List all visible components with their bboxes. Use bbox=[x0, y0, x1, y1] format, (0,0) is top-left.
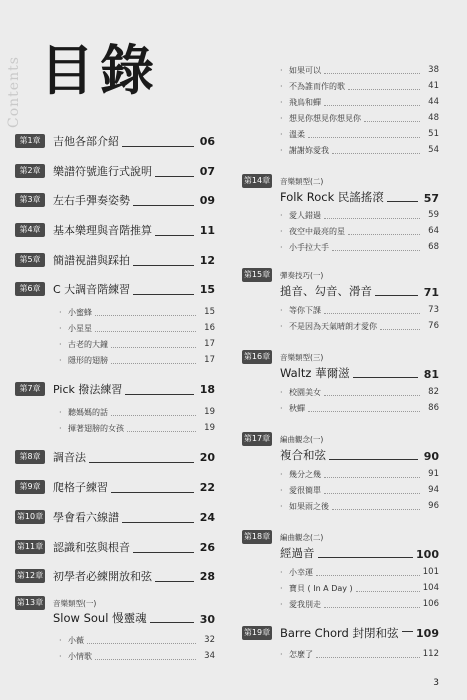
song-page: 41 bbox=[428, 81, 439, 91]
song-page: 38 bbox=[428, 65, 439, 75]
toc-chapter-6[interactable] bbox=[15, 280, 215, 298]
toc-chapter-1[interactable] bbox=[15, 132, 215, 150]
toc-song-item[interactable] bbox=[59, 406, 215, 418]
bullet-dot-icon: · bbox=[280, 305, 283, 315]
dotted-leader bbox=[87, 643, 196, 644]
leader-line bbox=[150, 622, 194, 623]
dotted-leader bbox=[380, 329, 420, 330]
chapter-page: 90 bbox=[423, 450, 439, 463]
chapter-page: 28 bbox=[199, 569, 215, 583]
toc-song-item[interactable] bbox=[280, 209, 439, 221]
bullet-dot-icon: · bbox=[280, 129, 283, 139]
toc-chapter-19[interactable] bbox=[242, 624, 439, 642]
chapter-page: 15 bbox=[199, 282, 215, 296]
song-page: 16 bbox=[204, 323, 215, 333]
chapter-title: Waltz 華爾滋 bbox=[280, 366, 350, 380]
song-title: 揮著翅膀的女孩 bbox=[68, 423, 124, 433]
song-page: 48 bbox=[428, 113, 439, 123]
chapter-title: 爬格子練習 bbox=[53, 481, 108, 494]
toc-chapter-8[interactable] bbox=[15, 448, 215, 466]
song-title: 聽媽媽的話 bbox=[68, 407, 108, 417]
bullet-dot-icon: · bbox=[59, 307, 62, 317]
song-page: 94 bbox=[428, 485, 439, 495]
song-title: 愛人錯過 bbox=[289, 210, 321, 220]
chapter-title: 簡譜視譜與踩拍 bbox=[53, 254, 130, 267]
song-title: 怎麼了 bbox=[289, 649, 313, 659]
chapter-badge: 第7章 bbox=[15, 382, 45, 396]
toc-chapter-2[interactable] bbox=[15, 162, 215, 180]
song-title: 溫柔 bbox=[289, 129, 305, 139]
bullet-dot-icon: · bbox=[280, 97, 283, 107]
leader-line bbox=[387, 201, 418, 202]
toc-chapter-10[interactable] bbox=[15, 508, 215, 526]
song-title: 愛很簡單 bbox=[289, 485, 321, 495]
dotted-leader bbox=[316, 657, 420, 658]
leader-line bbox=[133, 265, 194, 266]
chapter-page: 109 bbox=[416, 626, 439, 640]
song-title: 如果可以 bbox=[289, 65, 321, 75]
chapter-title: Barre Chord 封閉和弦 bbox=[280, 626, 399, 640]
chapter-title: Folk Rock 民謠搖滾 bbox=[280, 190, 384, 204]
chapter-title: 認識和弦與根音 bbox=[53, 541, 130, 554]
chapter-page: 11 bbox=[199, 223, 215, 237]
chapter-badge: 第10章 bbox=[15, 510, 45, 524]
leader-line bbox=[122, 146, 194, 147]
song-page: 32 bbox=[204, 635, 215, 645]
toc-song-item[interactable] bbox=[59, 634, 215, 646]
song-page: 82 bbox=[428, 387, 439, 397]
chapter-badge: 第15章 bbox=[242, 268, 272, 282]
dotted-leader bbox=[324, 477, 420, 478]
bullet-dot-icon: · bbox=[59, 339, 62, 349]
dotted-leader bbox=[95, 315, 196, 316]
song-title: 想見你想見你想見你 bbox=[289, 113, 361, 123]
chapter-category: 編曲觀念(一) bbox=[280, 434, 324, 444]
song-page: 104 bbox=[422, 583, 439, 593]
bullet-dot-icon: · bbox=[280, 321, 283, 331]
bullet-dot-icon: · bbox=[280, 501, 283, 511]
chapter-title: 經過音 bbox=[280, 546, 315, 560]
chapter-badge: 第12章 bbox=[15, 569, 45, 583]
leader-line bbox=[155, 176, 194, 177]
bullet-dot-icon: · bbox=[280, 113, 283, 123]
bullet-dot-icon: · bbox=[59, 355, 62, 365]
toc-chapter-17[interactable] bbox=[242, 432, 439, 463]
dotted-leader bbox=[324, 105, 420, 106]
song-title: 隱形的翅膀 bbox=[68, 355, 108, 365]
song-title: 如果雨之後 bbox=[289, 501, 329, 511]
bullet-dot-icon: · bbox=[59, 323, 62, 333]
dotted-leader bbox=[332, 250, 420, 251]
song-title: 不為誰而作的歌 bbox=[289, 81, 345, 91]
chapter-title: 初學者必練開放和弦 bbox=[53, 570, 152, 583]
bullet-dot-icon: · bbox=[280, 242, 283, 252]
song-title: 等你下課 bbox=[289, 305, 321, 315]
toc-song-item[interactable] bbox=[280, 225, 439, 237]
chapter-category: 彈奏技巧(一) bbox=[280, 270, 324, 280]
chapter-badge: 第9章 bbox=[15, 480, 45, 494]
dotted-leader bbox=[356, 591, 420, 592]
song-title: 小蜜蜂 bbox=[68, 307, 92, 317]
dotted-leader bbox=[332, 153, 420, 154]
bullet-dot-icon: · bbox=[59, 423, 62, 433]
song-page: 91 bbox=[428, 469, 439, 479]
dotted-leader bbox=[316, 575, 420, 576]
song-title: 小薇 bbox=[68, 635, 84, 645]
song-title: 幾分之幾 bbox=[289, 469, 321, 479]
toc-song-item[interactable] bbox=[280, 566, 439, 578]
bullet-dot-icon: · bbox=[280, 485, 283, 495]
chapter-page: 30 bbox=[199, 613, 215, 626]
dotted-leader bbox=[332, 509, 420, 510]
chapter-badge: 第18章 bbox=[242, 530, 272, 544]
chapter-page: 71 bbox=[423, 286, 439, 299]
bullet-dot-icon: · bbox=[280, 649, 283, 659]
chapter-category: 音樂類型(二) bbox=[280, 176, 324, 186]
chapter-title: 吉他各部介紹 bbox=[53, 135, 119, 148]
dotted-leader bbox=[308, 411, 420, 412]
dotted-leader bbox=[324, 313, 420, 314]
dotted-leader bbox=[324, 493, 420, 494]
leader-line bbox=[133, 205, 194, 206]
toc-song-item[interactable] bbox=[280, 320, 439, 332]
toc-song-item[interactable] bbox=[280, 144, 439, 156]
toc-chapter-13[interactable] bbox=[15, 596, 215, 626]
chapter-title: 搥音、勾音、滑音 bbox=[280, 284, 372, 298]
dotted-leader bbox=[111, 415, 196, 416]
chapter-category: 編曲觀念(二) bbox=[280, 532, 324, 542]
chapter-page: 26 bbox=[199, 540, 215, 554]
song-title: 小手拉大手 bbox=[289, 242, 329, 252]
dotted-leader bbox=[324, 395, 420, 396]
song-title: 校園美女 bbox=[289, 387, 321, 397]
toc-song-item[interactable] bbox=[59, 422, 215, 434]
bullet-dot-icon: · bbox=[280, 469, 283, 479]
toc-song-item[interactable] bbox=[59, 338, 215, 350]
bullet-dot-icon: · bbox=[59, 407, 62, 417]
song-page: 59 bbox=[428, 210, 439, 220]
toc-song-item[interactable] bbox=[280, 64, 439, 76]
toc-song-item[interactable] bbox=[59, 306, 215, 318]
song-page: 76 bbox=[428, 321, 439, 331]
song-title: 不是因為天氣晴朗才愛你 bbox=[289, 321, 377, 331]
song-page: 64 bbox=[428, 226, 439, 236]
leader-line bbox=[155, 235, 194, 236]
toc-chapter-3[interactable] bbox=[15, 191, 215, 209]
song-page: 51 bbox=[428, 129, 439, 139]
chapter-title: Pick 撥法練習 bbox=[53, 383, 123, 396]
bullet-dot-icon: · bbox=[280, 65, 283, 75]
chapter-title: 學會看六線譜 bbox=[53, 511, 119, 524]
leader-line bbox=[375, 295, 418, 296]
song-page: 54 bbox=[428, 145, 439, 155]
toc-song-item[interactable] bbox=[280, 96, 439, 108]
chapter-page: 06 bbox=[199, 134, 215, 148]
chapter-badge: 第3章 bbox=[15, 193, 45, 207]
chapter-badge: 第6章 bbox=[15, 282, 45, 296]
song-title: 寶貝 ( In A Day ) bbox=[289, 583, 353, 593]
dotted-leader bbox=[324, 73, 420, 74]
song-page: 112 bbox=[422, 649, 439, 659]
dotted-leader bbox=[324, 218, 420, 219]
leader-line bbox=[318, 557, 414, 558]
leader-line bbox=[133, 552, 194, 553]
chapter-badge: 第17章 bbox=[242, 432, 272, 446]
toc-song-item[interactable] bbox=[280, 484, 439, 496]
toc-chapter-16[interactable] bbox=[242, 350, 439, 381]
toc-chapter-5[interactable] bbox=[15, 251, 215, 269]
chapter-title: 調音法 bbox=[53, 451, 86, 464]
bullet-dot-icon: · bbox=[280, 403, 283, 413]
dotted-leader bbox=[348, 234, 420, 235]
leader-line bbox=[329, 459, 418, 460]
song-page: 34 bbox=[204, 651, 215, 661]
chapter-title: 基本樂理與音階推算 bbox=[53, 224, 152, 237]
toc-chapter-11[interactable] bbox=[15, 538, 215, 556]
leader-line bbox=[353, 377, 418, 378]
toc-song-item[interactable] bbox=[59, 650, 215, 662]
chapter-badge: 第8章 bbox=[15, 450, 45, 464]
chapter-page: 57 bbox=[423, 192, 439, 205]
song-page: 19 bbox=[204, 423, 215, 433]
bullet-dot-icon: · bbox=[280, 210, 283, 220]
song-page: 19 bbox=[204, 407, 215, 417]
song-page: 17 bbox=[204, 355, 215, 365]
leader-line bbox=[89, 462, 194, 463]
song-page: 73 bbox=[428, 305, 439, 315]
leader-line bbox=[111, 492, 194, 493]
bullet-dot-icon: · bbox=[59, 651, 62, 661]
page-title: 目錄 bbox=[40, 38, 160, 102]
song-page: 44 bbox=[428, 97, 439, 107]
toc-song-item[interactable] bbox=[280, 582, 439, 594]
chapter-badge: 第19章 bbox=[242, 626, 272, 640]
bullet-dot-icon: · bbox=[59, 635, 62, 645]
dotted-leader bbox=[364, 121, 420, 122]
chapter-page: 24 bbox=[199, 510, 215, 524]
bullet-dot-icon: · bbox=[280, 226, 283, 236]
dotted-leader bbox=[348, 89, 420, 90]
song-title: 夜空中最亮的星 bbox=[289, 226, 345, 236]
leader-line bbox=[155, 581, 194, 582]
chapter-title: Slow Soul 慢靈魂 bbox=[53, 611, 147, 625]
leader-line bbox=[125, 394, 194, 395]
toc-chapter-12[interactable] bbox=[15, 567, 215, 585]
chapter-badge: 第4章 bbox=[15, 223, 45, 237]
chapter-category: 音樂類型(一) bbox=[53, 598, 97, 608]
chapter-category: 音樂類型(三) bbox=[280, 352, 324, 362]
toc-song-item[interactable] bbox=[280, 304, 439, 316]
leader-line bbox=[402, 631, 414, 632]
chapter-page: 09 bbox=[199, 193, 215, 207]
chapter-page: 100 bbox=[416, 548, 439, 561]
chapter-badge: 第11章 bbox=[15, 540, 45, 554]
dotted-leader bbox=[324, 607, 420, 608]
toc-song-item[interactable] bbox=[280, 241, 439, 253]
song-title: 愛我別走 bbox=[289, 599, 321, 609]
chapter-page: 18 bbox=[199, 382, 215, 396]
chapter-page: 22 bbox=[199, 480, 215, 494]
dotted-leader bbox=[127, 431, 196, 432]
chapter-badge: 第2章 bbox=[15, 164, 45, 178]
bullet-dot-icon: · bbox=[280, 81, 283, 91]
dotted-leader bbox=[308, 137, 420, 138]
toc-song-item[interactable] bbox=[280, 648, 439, 660]
song-title: 小星星 bbox=[68, 323, 92, 333]
toc-chapter-7[interactable] bbox=[15, 380, 215, 398]
bullet-dot-icon: · bbox=[280, 599, 283, 609]
chapter-title: 複合和弦 bbox=[280, 448, 326, 462]
song-title: 小幸運 bbox=[289, 567, 313, 577]
chapter-badge: 第5章 bbox=[15, 253, 45, 267]
toc-song-item[interactable] bbox=[280, 80, 439, 92]
dotted-leader bbox=[95, 331, 196, 332]
toc-song-item[interactable] bbox=[59, 322, 215, 334]
toc-song-item[interactable] bbox=[280, 468, 439, 480]
song-page: 86 bbox=[428, 403, 439, 413]
chapter-badge: 第14章 bbox=[242, 174, 272, 188]
toc-chapter-9[interactable] bbox=[15, 478, 215, 496]
toc-chapter-4[interactable] bbox=[15, 221, 215, 239]
song-page: 96 bbox=[428, 501, 439, 511]
song-page: 68 bbox=[428, 242, 439, 252]
song-title: 謝謝妳愛我 bbox=[289, 145, 329, 155]
page-number: 3 bbox=[433, 678, 439, 688]
bullet-dot-icon: · bbox=[280, 387, 283, 397]
dotted-leader bbox=[111, 347, 196, 348]
chapter-title: 樂譜符號進行式說明 bbox=[53, 165, 152, 178]
song-page: 15 bbox=[204, 307, 215, 317]
chapter-badge: 第16章 bbox=[242, 350, 272, 364]
chapter-badge: 第13章 bbox=[15, 596, 45, 610]
chapter-badge: 第1章 bbox=[15, 134, 45, 148]
dotted-leader bbox=[111, 363, 196, 364]
chapter-page: 07 bbox=[199, 164, 215, 178]
song-page: 17 bbox=[204, 339, 215, 349]
toc-song-item[interactable] bbox=[59, 354, 215, 366]
song-page: 106 bbox=[422, 599, 439, 609]
chapter-title: C 大調音階練習 bbox=[53, 283, 131, 296]
chapter-page: 12 bbox=[199, 253, 215, 267]
contents-label: Contents bbox=[6, 56, 22, 128]
bullet-dot-icon: · bbox=[280, 583, 283, 593]
leader-line bbox=[133, 294, 194, 295]
toc-chapter-14[interactable] bbox=[242, 174, 439, 205]
bullet-dot-icon: · bbox=[280, 145, 283, 155]
chapter-page: 20 bbox=[199, 450, 215, 464]
song-title: 小情歌 bbox=[68, 651, 92, 661]
toc-song-item[interactable] bbox=[280, 112, 439, 124]
song-title: 秋蟬 bbox=[289, 403, 305, 413]
bullet-dot-icon: · bbox=[280, 567, 283, 577]
toc-song-item[interactable] bbox=[280, 128, 439, 140]
dotted-leader bbox=[95, 659, 196, 660]
chapter-page: 81 bbox=[423, 368, 439, 381]
leader-line bbox=[122, 522, 194, 523]
toc-song-item[interactable] bbox=[280, 500, 439, 512]
toc-chapter-15[interactable] bbox=[242, 268, 439, 299]
song-title: 古老的大鐘 bbox=[68, 339, 108, 349]
toc-song-item[interactable] bbox=[280, 386, 439, 398]
toc-chapter-18[interactable] bbox=[242, 530, 439, 561]
song-title: 飛鳥和蟬 bbox=[289, 97, 321, 107]
song-page: 101 bbox=[422, 567, 439, 577]
toc-song-item[interactable] bbox=[280, 598, 439, 610]
toc-song-item[interactable] bbox=[280, 402, 439, 414]
chapter-title: 左右手彈奏姿勢 bbox=[53, 194, 130, 207]
